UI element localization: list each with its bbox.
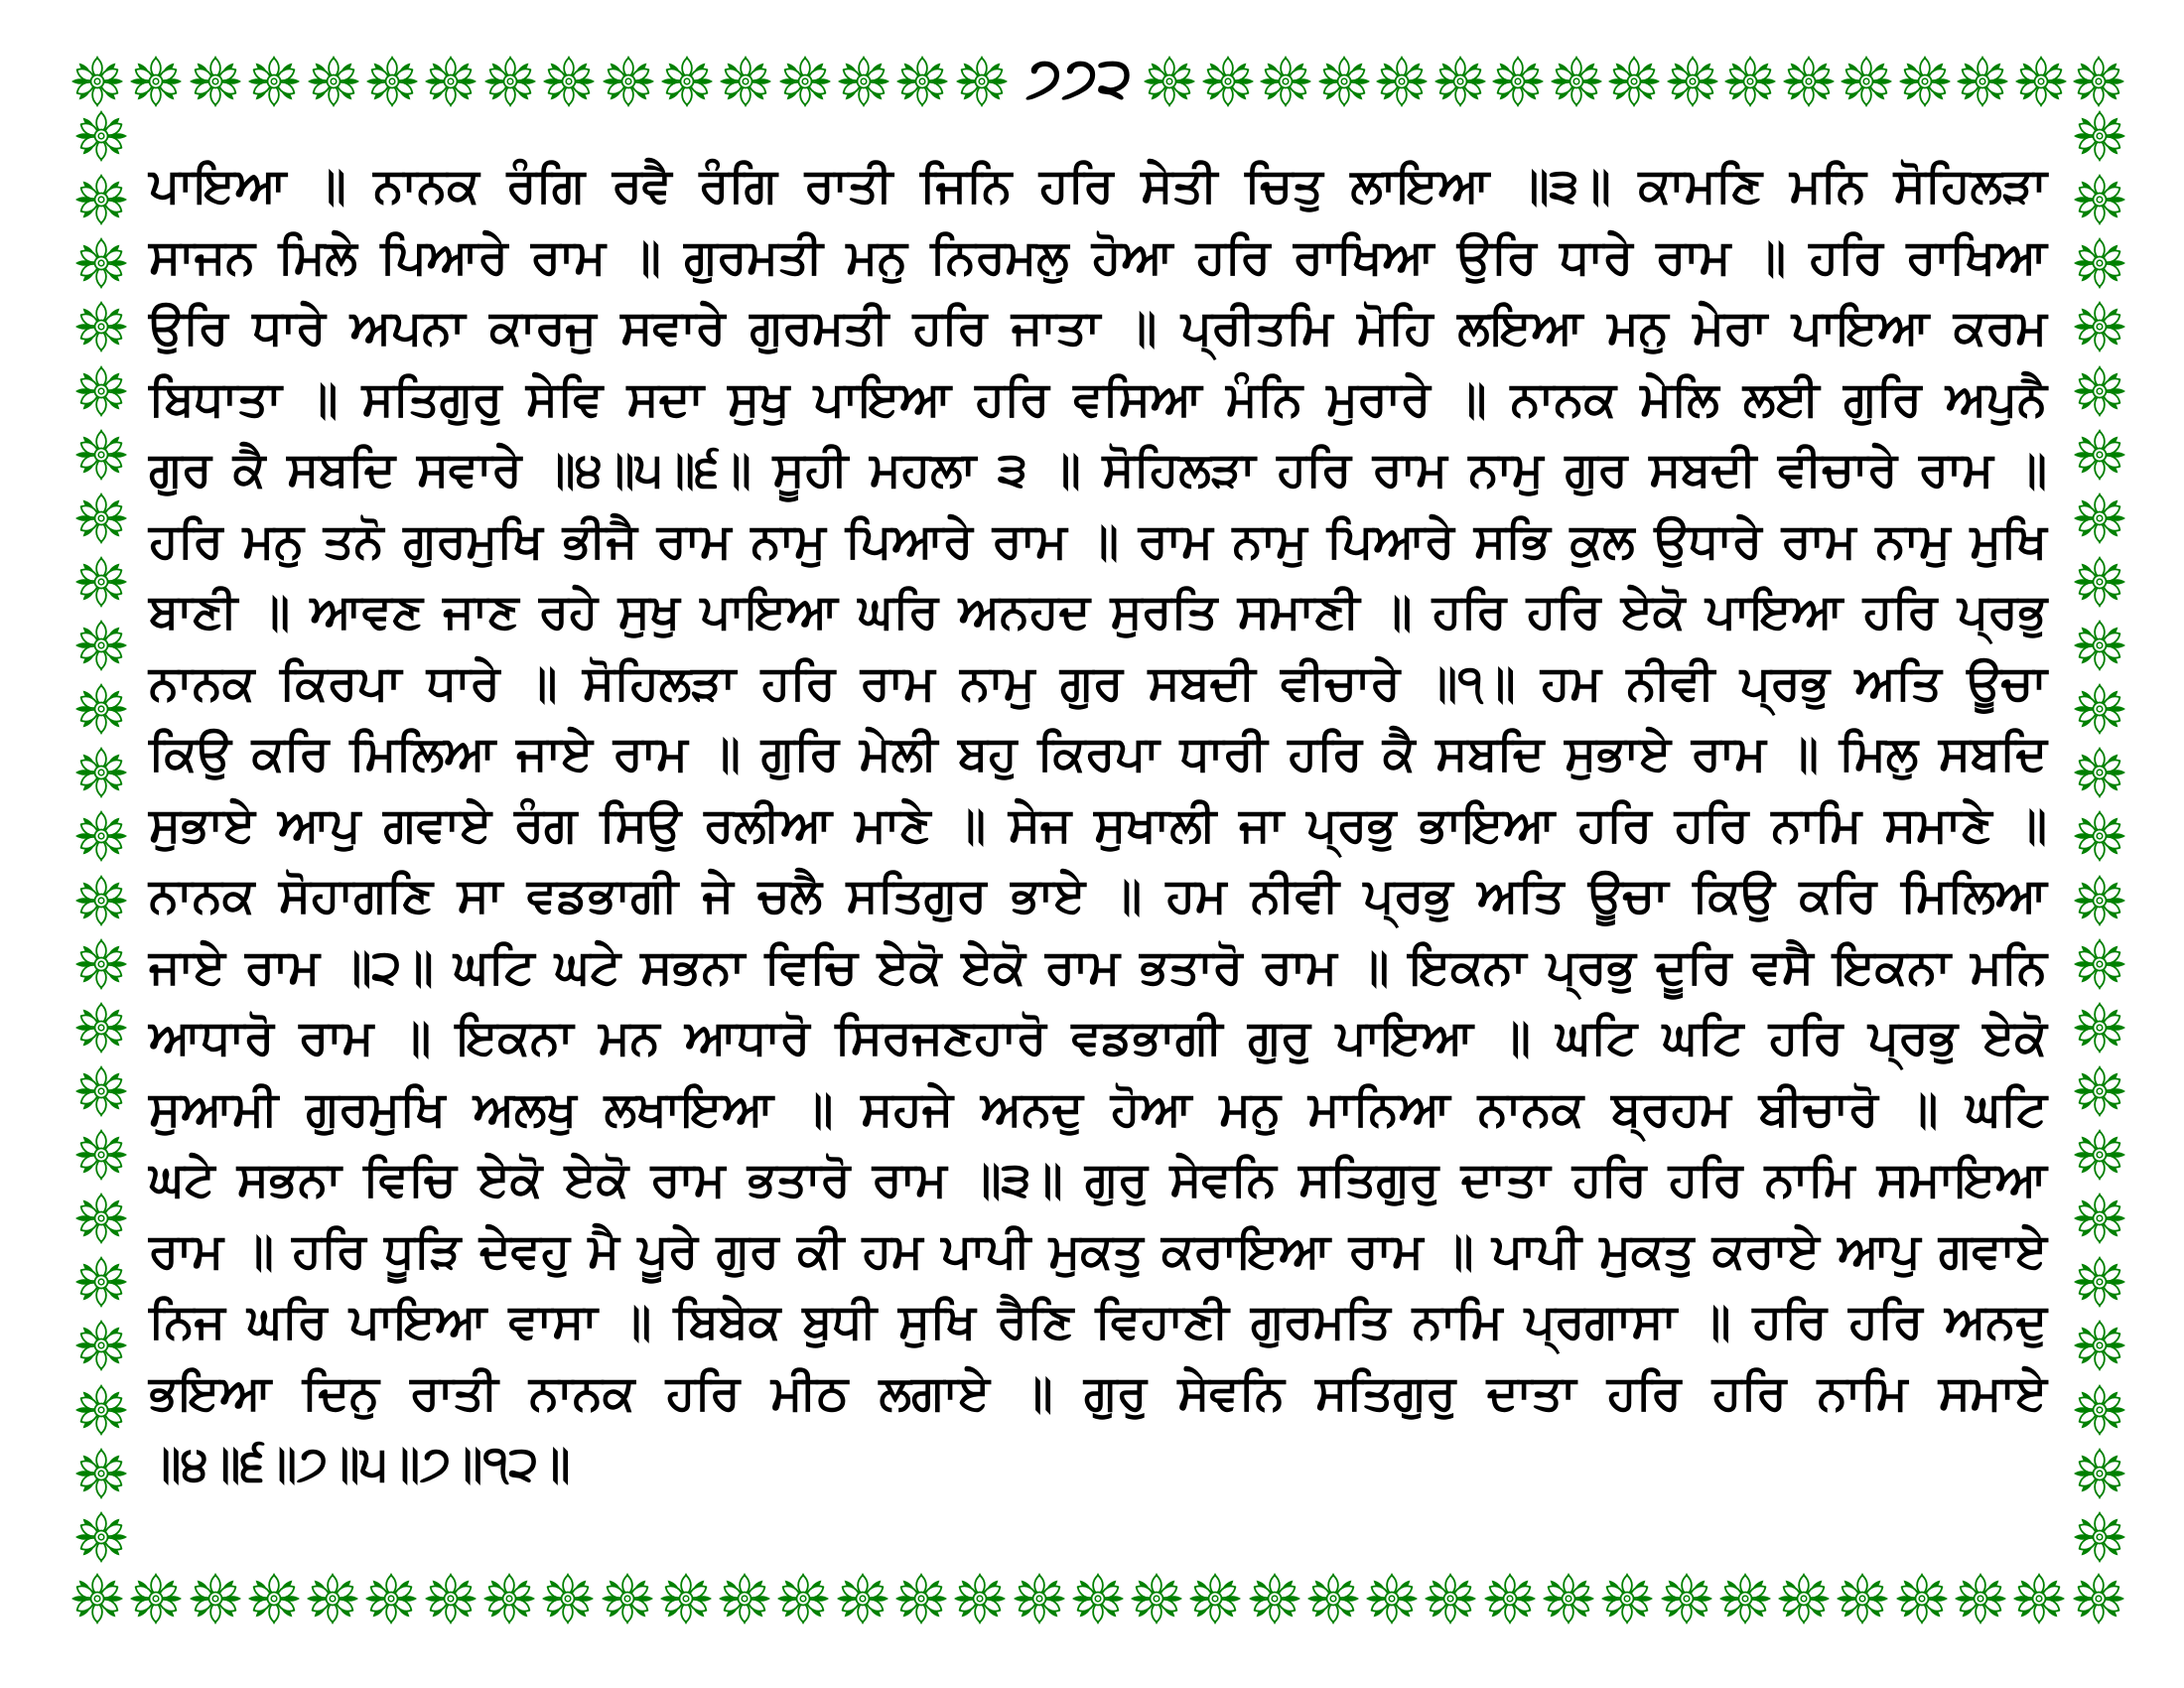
text-line: ਉਰਿ ਧਾਰੇ ਅਪਨਾ ਕਾਰਜੁ ਸਵਾਰੇ ਗੁਰਮਤੀ ਹਰਿ ਜਾਤਾ ॥ ਪ੍ਰੀਤਮਿ ਮੋਹਿ ਲਇਆ ਮਨੁ ਮੇਰਾ ਪਾਇਆ ਕਰਮ [149, 300, 2047, 355]
flower-ornament-icon [1601, 1573, 1653, 1624]
flower-ornament-icon [1144, 56, 1195, 107]
flower-ornament-icon [365, 1573, 417, 1624]
flower-ornament-icon [2074, 556, 2125, 608]
flower-ornament-icon [1841, 56, 1892, 107]
text-line: ਜਾਏ ਰਾਮ ॥੨॥ ਘਟਿ ਘਟੇ ਸਭਨਾ ਵਿਚਿ ਏਕੋ ਏਕੋ ਰਾਮ ਭਤਾਰੋ ਰਾਮ ॥ ਇਕਨਾ ਪ੍ਰਭੁ ਦੂਰਿ ਵਸੈ ਇਕਨਾ ਮਨਿ [149, 938, 2047, 995]
flower-ornament-icon [75, 429, 127, 481]
scripture-text-block [149, 151, 2047, 1500]
flower-ornament-icon [483, 1573, 535, 1624]
flower-ornament-icon [1837, 1573, 1888, 1624]
flower-ornament-icon [71, 1573, 123, 1624]
text-line: ਬਾਣੀ ॥ ਆਵਣ ਜਾਣ ਰਹੇ ਸੁਖੁ ਪਾਇਆ ਘਰਿ ਅਨਹਦ ਸੁਰਤਿ ਸਮਾਣੀ ॥ ਹਰਿ ਹਰਿ ਏਕੋ ਪਾਇਆ ਹਰਿ ਪ੍ਰਭੁ [149, 584, 2047, 639]
flower-ornament-icon [2074, 1448, 2125, 1499]
flower-ornament-icon [1307, 1573, 1359, 1624]
flower-ornament-icon [543, 56, 595, 107]
flower-ornament-icon [425, 56, 477, 107]
text-line: ਆਧਾਰੋ ਰਾਮ ॥ ਇਕਨਾ ਮਨ ਆਧਾਰੋ ਸਿਰਜਣਹਾਰੋ ਵਡਭਾਗੀ ਗੁਰੁ ਪਾਇਆ ॥ ਘਟਿ ਘਟਿ ਹਰਿ ਪ੍ਰਭੁ ਏਕੋ [149, 1010, 2047, 1065]
flower-ornament-icon [2073, 56, 2124, 107]
flower-ornament-icon [75, 1320, 127, 1371]
flower-ornament-icon [75, 747, 127, 798]
flower-ornament-icon [2074, 174, 2125, 225]
text-line: ਗੁਰ ਕੈ ਸਬਦਿ ਸਵਾਰੇ ॥੪॥੫॥੬॥ ਸੂਹੀ ਮਹਲਾ ੩ ॥ ਸੋਹਿਲੜਾ ਹਰਿ ਰਾਮ ਨਾਮੁ ਗੁਰ ਸਬਦੀ ਵੀਚਾਰੇ ਰਾਮ ॥ [149, 442, 2047, 497]
flower-ornament-icon [777, 1573, 829, 1624]
flower-ornament-icon [2013, 1573, 2065, 1624]
flower-ornament-icon [190, 1573, 241, 1624]
text-line: ਸਾਜਨ ਮਿਲੇ ਪਿਆਰੇ ਰਾਮ ॥ ਗੁਰਮਤੀ ਮਨੁ ਨਿਰਮਲੁ ਹੋਆ ਹਰਿ ਰਾਖਿਆ ਉਰਿ ਧਾਰੇ ਰਾਮ ॥ ਹਰਿ ਰਾਖਿਆ [149, 228, 2047, 285]
flower-ornament-icon [954, 1573, 1006, 1624]
flower-ornament-icon [308, 56, 359, 107]
flower-ornament-icon [1899, 56, 1951, 107]
flower-ornament-icon [75, 556, 127, 608]
text-line: ਘਟੇ ਸਭਨਾ ਵਿਚਿ ਏਕੋ ਏਕੋ ਰਾਮ ਭਤਾਰੋ ਰਾਮ ॥੩॥ ਗੁਰੁ ਸੇਵਨਿ ਸਤਿਗੁਰੁ ਦਾਤਾ ਹਰਿ ਹਰਿ ਨਾਮਿ ਸਮਾਇਆ [149, 1152, 2047, 1207]
flower-ornament-icon [1778, 1573, 1830, 1624]
flower-ornament-icon [1896, 1573, 1948, 1624]
flower-ornament-icon [2074, 747, 2125, 798]
flower-ornament-icon [660, 1573, 712, 1624]
flower-ornament-icon [1492, 56, 1544, 107]
flower-ornament-icon [1551, 56, 1602, 107]
flower-ornament-icon [1425, 1573, 1476, 1624]
flower-ornament-icon [248, 56, 300, 107]
flower-ornament-icon [1484, 1573, 1536, 1624]
text-line: ॥੪॥੬॥੭॥੫॥੭॥੧੨॥ [149, 1436, 571, 1491]
left-border [75, 110, 127, 1563]
flower-ornament-icon [1202, 56, 1254, 107]
flower-ornament-icon [896, 56, 948, 107]
flower-ornament-icon [2074, 1256, 2125, 1308]
flower-ornament-icon [248, 1573, 300, 1624]
flower-ornament-icon [75, 1448, 127, 1499]
flower-ornament-icon [779, 56, 831, 107]
flower-ornament-icon [1014, 1573, 1065, 1624]
flower-ornament-icon [2074, 1065, 2125, 1117]
text-line: ਨਿਜ ਘਰਿ ਪਾਇਆ ਵਾਸਾ ॥ ਬਿਬੇਕ ਬੁਧੀ ਸੁਖਿ ਰੈਣਿ ਵਿਹਾਣੀ ਗੁਰਮਤਿ ਨਾਮਿ ਪ੍ਰਗਾਸਾ ॥ ਹਰਿ ਹਰਿ ਅਨਦੁ [149, 1294, 2047, 1349]
flower-ornament-icon [542, 1573, 594, 1624]
flower-ornament-icon [1719, 1573, 1771, 1624]
flower-ornament-icon [1608, 56, 1660, 107]
flower-ornament-icon [75, 1256, 127, 1308]
flower-ornament-icon [956, 56, 1008, 107]
flower-ornament-icon [602, 1573, 653, 1624]
flower-ornament-icon [2074, 620, 2125, 671]
flower-ornament-icon [1260, 56, 1311, 107]
flower-ornament-icon [2073, 1573, 2124, 1624]
flower-ornament-icon [190, 56, 241, 107]
text-line: ਨਾਨਕ ਸੋਹਾਗਣਿ ਸਾ ਵਡਭਾਗੀ ਜੇ ਚਲੈ ਸਤਿਗੁਰ ਭਾਏ ॥ ਹਮ ਨੀਵੀ ਪ੍ਰਭੁ ਅਤਿ ਊਚਾ ਕਿਉ ਕਰਿ ਮਿਲਿਆ [149, 868, 2047, 923]
flower-ornament-icon [838, 56, 889, 107]
flower-ornament-icon [130, 56, 182, 107]
flower-ornament-icon [2074, 875, 2125, 926]
flower-ornament-icon [1366, 1573, 1418, 1624]
flower-ornament-icon [1957, 56, 2008, 107]
flower-ornament-icon [1131, 1573, 1182, 1624]
flower-ornament-icon [1072, 1573, 1124, 1624]
flower-ornament-icon [1434, 56, 1486, 107]
flower-ornament-icon [75, 110, 127, 162]
bottom-border [71, 1573, 2124, 1624]
flower-ornament-icon [2074, 683, 2125, 735]
flower-ornament-icon [75, 1129, 127, 1181]
flower-ornament-icon [895, 1573, 947, 1624]
flower-ornament-icon [2074, 492, 2125, 544]
flower-ornament-icon [75, 174, 127, 225]
text-line: ਪਾਇਆ ॥ ਨਾਨਕ ਰੰਗਿ ਰਵੈ ਰੰਗਿ ਰਾਤੀ ਜਿਨਿ ਹਰਿ ਸੇਤੀ ਚਿਤੁ ਲਾਇਆ ॥੩॥ ਕਾਮਣਿ ਮਨਿ ਸੋਹਿਲੜਾ [149, 158, 2047, 213]
flower-ornament-icon [307, 1573, 358, 1624]
flower-ornament-icon [75, 620, 127, 671]
flower-ornament-icon [75, 938, 127, 990]
flower-ornament-icon [75, 237, 127, 289]
flower-ornament-icon [366, 56, 418, 107]
flower-ornament-icon [75, 875, 127, 926]
flower-ornament-icon [2074, 810, 2125, 862]
flower-ornament-icon [75, 365, 127, 417]
flower-ornament-icon [2074, 1002, 2125, 1054]
flower-ornament-icon [75, 1384, 127, 1436]
text-line: ਭਇਆ ਦਿਨੁ ਰਾਤੀ ਨਾਨਕ ਹਰਿ ਮੀਠ ਲਗਾਏ ॥ ਗੁਰੁ ਸੇਵਨਿ ਸਤਿਗੁਰੁ ਦਾਤਾ ਹਰਿ ਹਰਿ ਨਾਮਿ ਸਮਾਏ [149, 1364, 2047, 1421]
flower-ornament-icon [1318, 56, 1370, 107]
flower-ornament-icon [130, 1573, 182, 1624]
flower-ornament-icon [2074, 1193, 2125, 1244]
text-line: ਕਿਉ ਕਰਿ ਮਿਲਿਆ ਜਾਏ ਰਾਮ ॥ ਗੁਰਿ ਮੇਲੀ ਬਹੁ ਕਿਰਪਾ ਧਾਰੀ ਹਰਿ ਕੈ ਸਬਦਿ ਸੁਭਾਏ ਰਾਮ ॥ ਮਿਲੁ ਸਬਦਿ [149, 726, 2047, 781]
page-number: ੭੭੨ [1025, 46, 1133, 110]
text-line: ਸੁਆਮੀ ਗੁਰਮੁਖਿ ਅਲਖੁ ਲਖਾਇਆ ॥ ਸਹਜੇ ਅਨਦੁ ਹੋਆ ਮਨੁ ਮਾਨਿਆ ਨਾਨਕ ਬ੍ਰਹਮ ਬੀਚਾਰੋ ॥ ਘਟਿ [149, 1080, 2047, 1137]
flower-ornament-icon [2074, 237, 2125, 289]
flower-ornament-icon [2074, 1129, 2125, 1181]
flower-ornament-icon [1249, 1573, 1300, 1624]
flower-ornament-icon [661, 56, 713, 107]
right-border [2074, 110, 2125, 1563]
text-line: ਰਾਮ ॥ ਹਰਿ ਧੂੜਿ ਦੇਵਹੁ ਮੈ ਪੂਰੇ ਗੁਰ ਕੀ ਹਮ ਪਾਪੀ ਮੁਕਤੁ ਕਰਾਇਆ ਰਾਮ ॥ ਪਾਪੀ ਮੁਕਤੁ ਕਰਾਏ ਆਪੁ ਗਵਾਏ [149, 1222, 2047, 1279]
flower-ornament-icon [484, 56, 536, 107]
text-line: ਸੁਭਾਏ ਆਪੁ ਗਵਾਏ ਰੰਗ ਸਿਉ ਰਲੀਆ ਮਾਣੇ ॥ ਸੇਜ ਸੁਖਾਲੀ ਜਾ ਪ੍ਰਭੁ ਭਾਇਆ ਹਰਿ ਹਰਿ ਨਾਮਿ ਸਮਾਣੇ ॥ [149, 796, 2047, 853]
top-border-left-segment [71, 56, 1008, 107]
flower-ornament-icon [2074, 365, 2125, 417]
flower-ornament-icon [2074, 301, 2125, 352]
flower-ornament-icon [1724, 56, 1776, 107]
flower-ornament-icon [75, 301, 127, 352]
flower-ornament-icon [1189, 1573, 1241, 1624]
flower-ornament-icon [71, 56, 123, 107]
flower-ornament-icon [837, 1573, 888, 1624]
top-border-right-segment [1144, 56, 2124, 107]
flower-ornament-icon [2074, 110, 2125, 162]
flower-ornament-icon [2074, 429, 2125, 481]
flower-ornament-icon [75, 1002, 127, 1054]
flower-ornament-icon [75, 683, 127, 735]
flower-ornament-icon [75, 1511, 127, 1563]
flower-ornament-icon [75, 810, 127, 862]
flower-ornament-icon [2015, 56, 2067, 107]
flower-ornament-icon [2074, 1511, 2125, 1563]
flower-ornament-icon [2074, 938, 2125, 990]
flower-ornament-icon [603, 56, 654, 107]
flower-ornament-icon [75, 1065, 127, 1117]
flower-ornament-icon [1783, 56, 1835, 107]
text-line: ਨਾਨਕ ਕਿਰਪਾ ਧਾਰੇ ॥ ਸੋਹਿਲੜਾ ਹਰਿ ਰਾਮ ਨਾਮੁ ਗੁਰ ਸਬਦੀ ਵੀਚਾਰੇ ॥੧॥ ਹਮ ਨੀਵੀ ਪ੍ਰਭੁ ਅਤਿ ਊਚਾ [149, 654, 2047, 711]
flower-ornament-icon [720, 56, 771, 107]
text-line: ਹਰਿ ਮਨੁ ਤਨੋ ਗੁਰਮੁਖਿ ਭੀਜੈ ਰਾਮ ਨਾਮੁ ਪਿਆਰੇ ਰਾਮ ॥ ਰਾਮ ਨਾਮੁ ਪਿਆਰੇ ਸਭਿ ਕੁਲ ਉਧਾਰੇ ਰਾਮ ਨਾਮੁ ਮੁਖਿ [149, 512, 2047, 569]
flower-ornament-icon [425, 1573, 477, 1624]
flower-ornament-icon [2074, 1384, 2125, 1436]
flower-ornament-icon [1955, 1573, 2006, 1624]
text-line: ਬਿਧਾਤਾ ॥ ਸਤਿਗੁਰੁ ਸੇਵਿ ਸਦਾ ਸੁਖੁ ਪਾਇਆ ਹਰਿ ਵਸਿਆ ਮੰਨਿ ਮੁਰਾਰੇ ॥ ਨਾਨਕ ਮੇਲਿ ਲਈ ਗੁਰਿ ਅਪੁਨੈ [149, 370, 2047, 427]
flower-ornament-icon [2074, 1320, 2125, 1371]
flower-ornament-icon [719, 1573, 770, 1624]
flower-ornament-icon [75, 492, 127, 544]
flower-ornament-icon [1376, 56, 1428, 107]
flower-ornament-icon [1543, 1573, 1594, 1624]
flower-ornament-icon [75, 1193, 127, 1244]
flower-ornament-icon [1667, 56, 1718, 107]
flower-ornament-icon [1661, 1573, 1712, 1624]
